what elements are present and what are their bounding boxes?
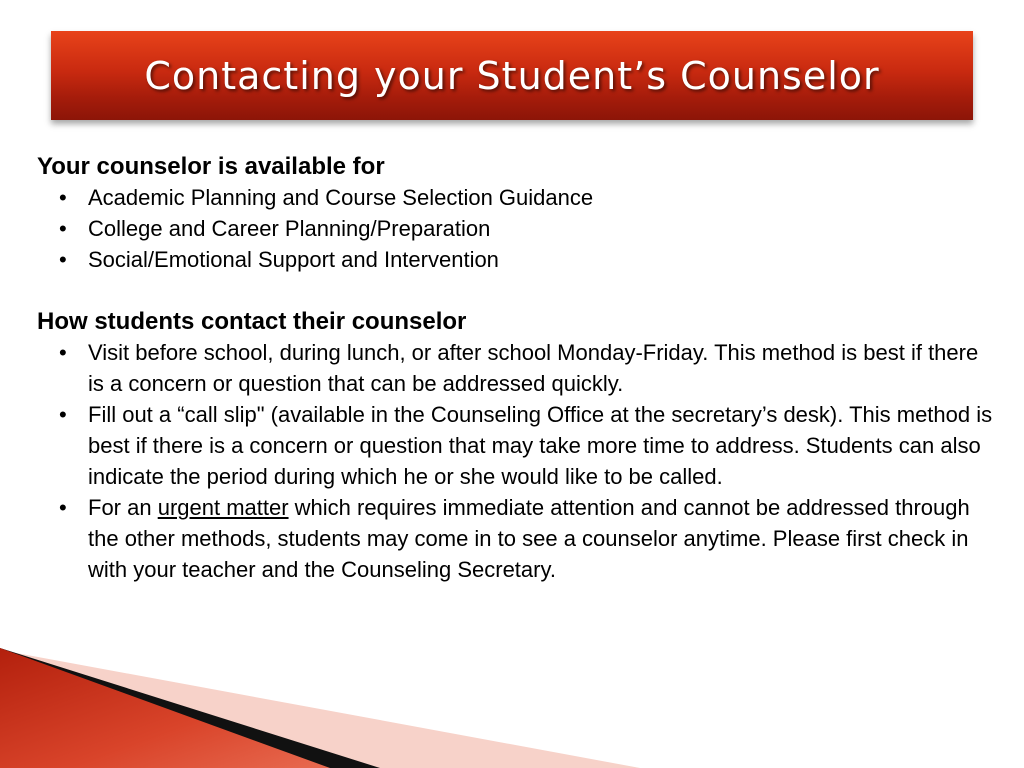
list-item bbox=[37, 399, 997, 492]
urgent-suffix: which requires immediate attention and cannot be addressed through the other methods, students may come in to see a counselor anytime. Please first check in with your teacher and the Counseling Secretary. bbox=[88, 495, 970, 582]
list-item bbox=[37, 492, 997, 585]
bullet-icon: • bbox=[59, 247, 67, 272]
list-item-text: College and Career Planning/Preparation bbox=[88, 216, 491, 241]
contact-methods-list bbox=[37, 337, 997, 585]
list-item bbox=[37, 213, 997, 244]
bullet-icon: • bbox=[59, 185, 67, 210]
list-item bbox=[37, 182, 997, 213]
list-item-text: Social/Emotional Support and Intervention bbox=[88, 247, 499, 272]
urgent-matter-text: urgent matter bbox=[157, 495, 289, 520]
list-item bbox=[37, 337, 997, 399]
section-heading-contact: How students contact their counselor bbox=[37, 308, 467, 335]
availability-list bbox=[37, 182, 997, 275]
list-item-text: Visit before school, during lunch, or after school Monday-Friday. This method is best if there is a concern or question that can be addressed quickly. bbox=[88, 340, 979, 396]
list-item-text: Academic Planning and Course Selection Guidance bbox=[88, 185, 594, 210]
bullet-icon: • bbox=[59, 495, 67, 520]
list-item-text: Fill out a “call slip" (available in the Counseling Office at the secretary’s desk). This method is best if there is a concern or question that may take more time to address. Students can also indicate the period during which he or she would like to be called. bbox=[88, 402, 993, 489]
title-bar bbox=[51, 31, 973, 120]
section-heading-availability: Your counselor is available for bbox=[37, 153, 385, 180]
urgent-prefix: For an bbox=[88, 495, 158, 520]
slide-title: Contacting your Student’s Counselor bbox=[144, 53, 880, 98]
bullet-icon: • bbox=[59, 402, 67, 427]
bullet-icon: • bbox=[59, 216, 67, 241]
slide-body bbox=[37, 152, 997, 585]
list-item-text bbox=[88, 495, 970, 582]
list-item bbox=[37, 244, 997, 275]
bullet-icon: • bbox=[59, 340, 67, 365]
